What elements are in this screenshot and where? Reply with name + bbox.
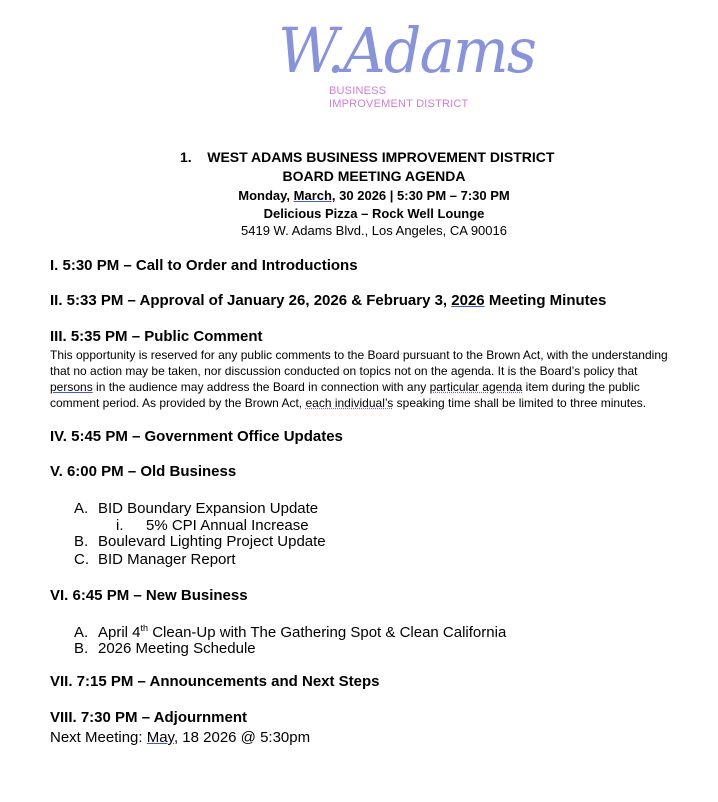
item-text: 2026 Meeting Schedule (98, 640, 256, 657)
public-comment-line-2: that no action may be taken, nor discussion conducted on topics not on the agenda. It is the Board’s policy that (50, 364, 638, 378)
meeting-venue: Delicious Pizza – Rock Well Lounge (263, 206, 485, 221)
item-text: Boulevard Lighting Project Update (98, 533, 326, 550)
public-comment-line-3 (50, 380, 640, 394)
section-4-heading: IV. 5:45 PM – Government Office Updates (50, 428, 343, 445)
marker: B. (74, 640, 89, 657)
marker: A. (74, 624, 89, 641)
marker: C. (74, 551, 89, 568)
s2-pre: II. 5:33 PM – Approval of January 26, 2026 & February 3, (50, 292, 452, 309)
public-comment-line-4 (50, 396, 646, 410)
l3a: persons (50, 380, 93, 394)
list-number: 1. (180, 149, 192, 165)
marker: i. (116, 517, 124, 534)
date-month: March, (293, 188, 336, 203)
item-text: BID Manager Report (98, 551, 236, 568)
l3d: item during the public (522, 380, 640, 394)
item-text: April 4 (98, 624, 141, 641)
marker: B. (74, 533, 89, 550)
section-8-heading: VIII. 7:30 PM – Adjournment (50, 709, 247, 726)
old-business-item-b (74, 533, 326, 550)
item-text-rest: Clean-Up with The Gathering Spot & Clean California (148, 624, 507, 641)
header-title-1 (180, 149, 554, 165)
l3b: in the audience may address the Board in connection with any (92, 380, 430, 394)
next-meeting (50, 729, 310, 746)
section-7-heading: VII. 7:15 PM – Announcements and Next Steps (50, 673, 380, 690)
org-title: WEST ADAMS BUSINESS IMPROVEMENT DISTRICT (207, 149, 555, 165)
section-1-heading: I. 5:30 PM – Call to Order and Introductions (50, 257, 358, 274)
meeting-date (0, 188, 718, 203)
meeting-address: 5419 W. Adams Blvd., Los Angeles, CA 90016 (241, 223, 507, 238)
next-date: 18 2026 @ 5:30pm (178, 729, 311, 746)
section-5-heading: V. 6:00 PM – Old Business (50, 463, 237, 480)
date-prefix: Monday, (238, 188, 294, 203)
header-title-2: BOARD MEETING AGENDA (282, 168, 466, 184)
l4c: speaking time shall be limited to three minutes. (393, 396, 647, 410)
date-time: 30 2026 | 5:30 PM – 7:30 PM (335, 188, 510, 203)
next-pre: Next Meeting: (50, 729, 147, 746)
l4a: comment period. As provided by the Brown Act, (50, 396, 306, 410)
public-comment-line-1: This opportunity is reserved for any public comments to the Board pursuant to the Brown Act, with the understanding (50, 348, 668, 362)
old-business-item-c (74, 551, 236, 568)
s2-post: Meeting Minutes (484, 292, 607, 309)
marker: A. (74, 500, 89, 517)
section-6-heading: VI. 6:45 PM – New Business (50, 587, 248, 604)
old-business-item-a-i (116, 517, 309, 534)
item-text: 5% CPI Annual Increase (146, 517, 309, 534)
old-business-item-a (74, 500, 318, 517)
ordinal-suffix: th (140, 623, 149, 633)
next-month: May, (146, 729, 179, 746)
logo-wordmark: W.Adams (278, 14, 536, 87)
logo-subtitle-1: BUSINESS (329, 85, 387, 97)
item-text: BID Boundary Expansion Update (98, 500, 319, 517)
l3c: particular agenda (429, 380, 523, 394)
l4b: each individual’s (305, 396, 394, 410)
section-2-heading (50, 292, 606, 309)
s2-year: 2026 (451, 292, 485, 309)
logo-subtitle-2: IMPROVEMENT DISTRICT (329, 98, 469, 110)
new-business-item-b (74, 640, 256, 657)
section-3-heading: III. 5:35 PM – Public Comment (50, 328, 263, 345)
new-business-item-a (74, 623, 506, 641)
